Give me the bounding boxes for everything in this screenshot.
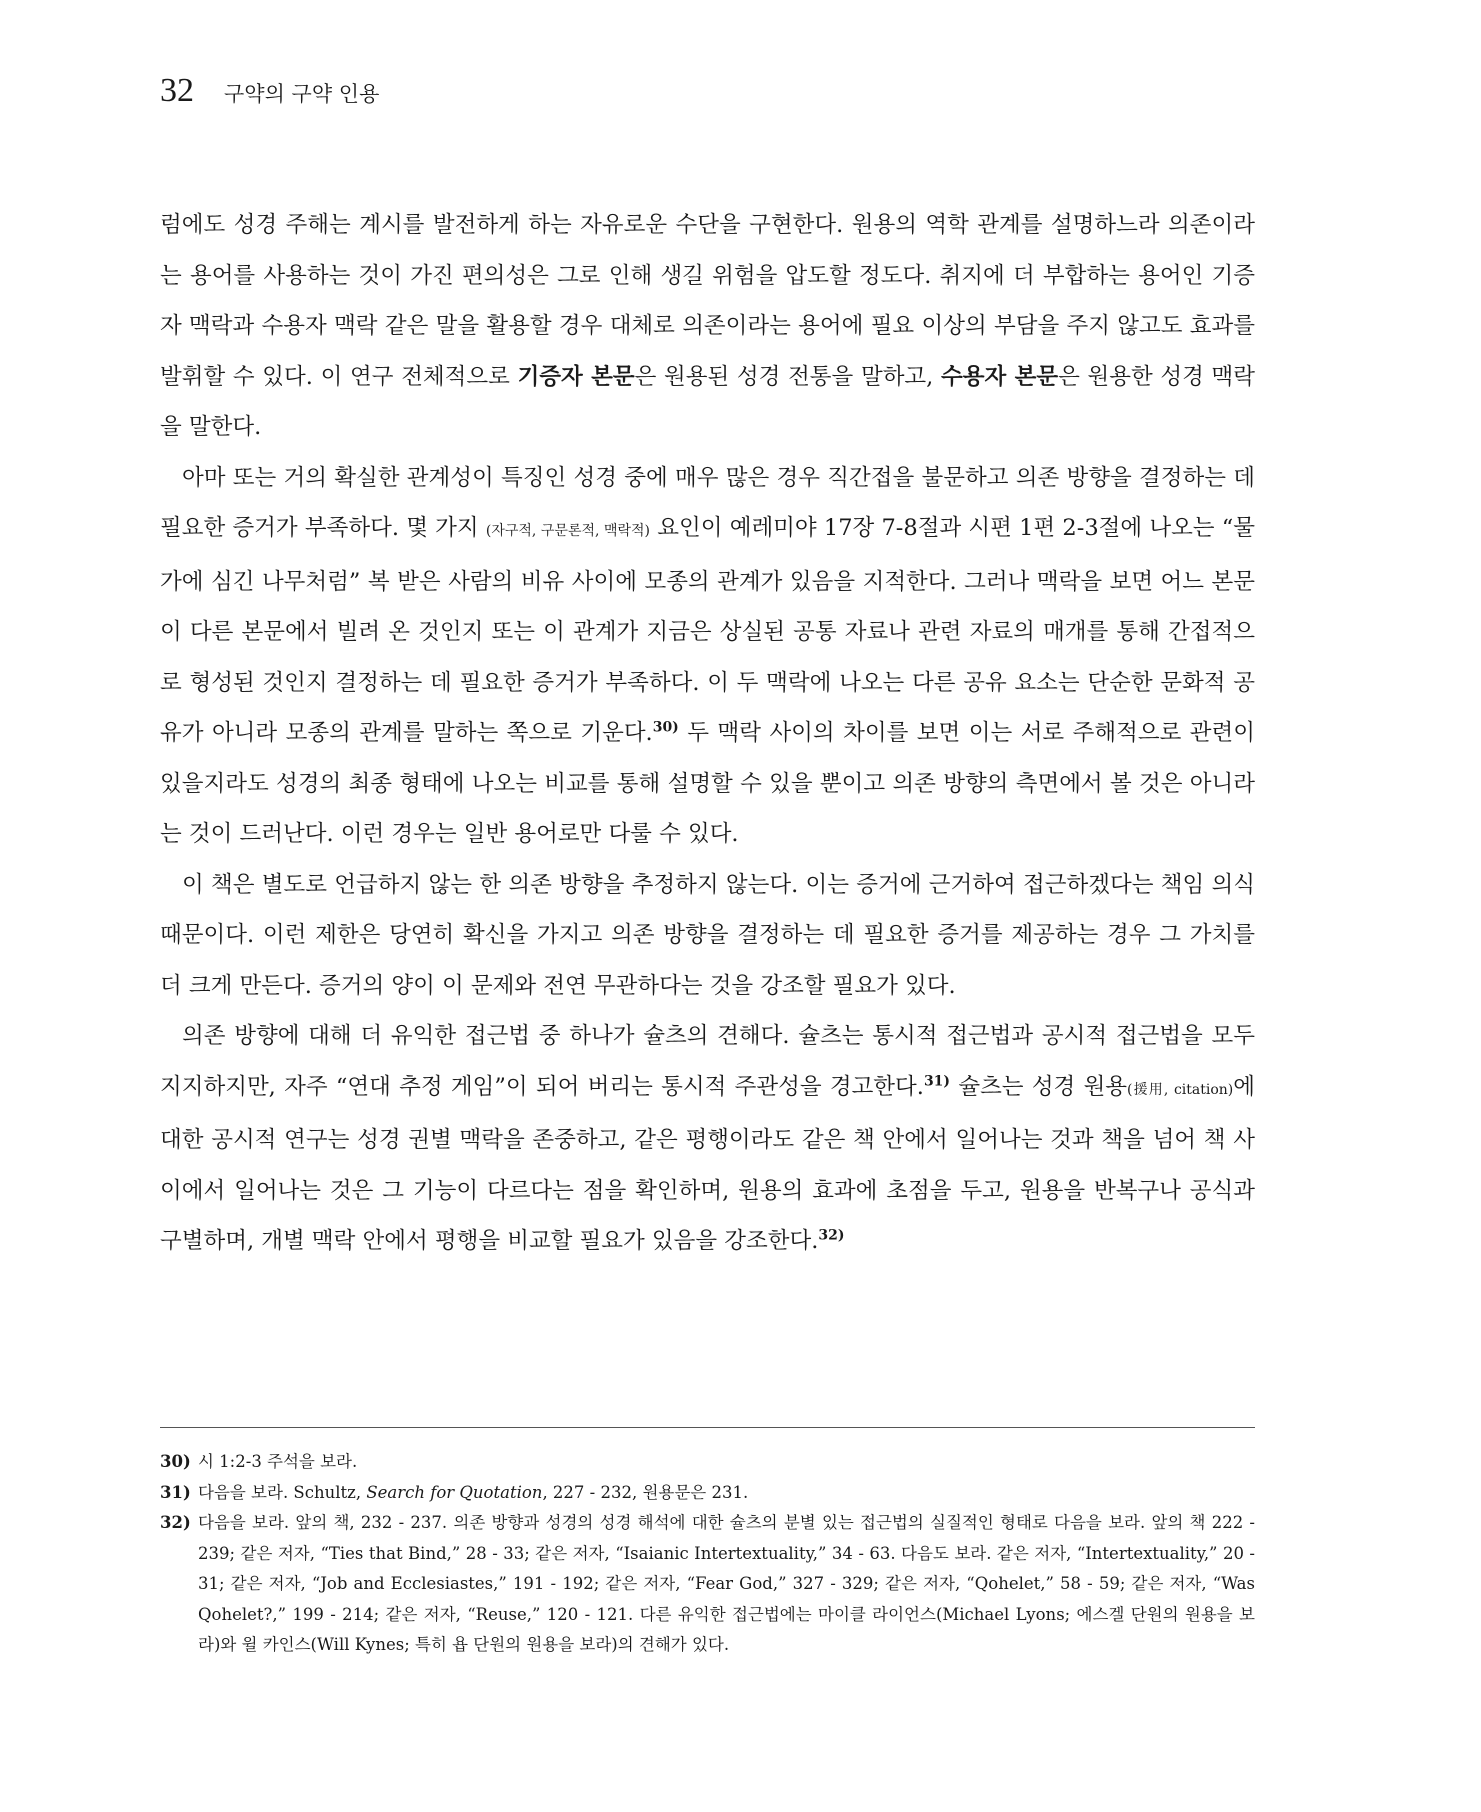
paragraph-3: 이 책은 별도로 언급하지 않는 한 의존 방향을 추정하지 않는다. 이는 증거에 근거하여 접근하겠다는 책임 의식 때문이다. 이런 제한은 당연히 확신을 가지고 의존 방향을 결정하는 데 필요한 증거를 제공하는 경우 그 가치를 더 크게 만든다. 증거의 양이 이 문제와 전연 무관하다는 것을 강조할 필요가 있다.: [160, 871, 1255, 999]
footnote-ref-30[interactable]: 30): [652, 719, 679, 736]
book-title: Search for Quotation: [366, 1482, 543, 1502]
paragraph-4: 의존 방향에 대해 더 유익한 접근법 중 하나가 슐츠의 견해다. 슐츠는 통시적 접근법과 공시적 접근법을 모두 지지하지만, 자주 “연대 추정 게임”이 되어 버리는 통시적 주관성을 경고한다.$^{31)}$ 슐츠는 성경 원용(援用, citation)에 대한 공시적 연구는 성경 권별 맥락을 존중하고, 같은 평행이라도 같은 책 안에서 일어나는 것과 책을 넘어 책 사이에서 일어나는 것은 그 기능이 다르다는 점을 확인하며, 원용의 효과에 초점을 두고, 원용을 반복구나 공식과 구별하며, 개별 맥락 안에서 평행을 비교할 필요가 있음을 강조한다.$^{32)}$: [160, 1023, 1255, 1254]
footnote-ref-32[interactable]: 32): [818, 1227, 845, 1244]
term-receptor-text: 수용자 본문: [941, 363, 1059, 390]
footnote-31: 31) 다음을 보라. Schultz, Search for Quotation, 227 - 232, 원용문은 231.: [160, 1482, 749, 1502]
paragraph-1: 럼에도 성경 주해는 계시를 발전하게 하는 자유로운 수단을 구현한다. 원용의 역학 관계를 설명하느라 의존이라는 용어를 사용하는 것이 가진 편의성은 그로 인해 생길 위험을 압도할 정도다. 취지에 더 부합하는 용어인 기증자 맥락과 수용자 맥락 같은 말을 활용할 경우 대체로 의존이라는 용어에 필요 이상의 부담을 주지 않고도 효과를 발휘할 수 있다. 이 연구 전체적으로 기증자 본문은 원용된 성경 전통을 말하고, 수용자 본문은 원용한 성경 맥락을 말한다.: [160, 212, 1255, 440]
page-number: 32: [160, 72, 194, 109]
page-header: [160, 72, 379, 110]
footnotes: [160, 1447, 1255, 1661]
term-donor-text: 기증자 본문: [517, 363, 635, 390]
running-title: 구약의 구약 인용: [224, 82, 380, 106]
paragraph-2: 아마 또는 거의 확실한 관계성이 특징인 성경 중에 매우 많은 경우 직간접을 불문하고 의존 방향을 결정하는 데 필요한 증거가 부족하다. 몇 가지 (자구적, 구문론적, 맥락적) 요인이 예레미야 17장 7-8절과 시편 1편 2-3절에 나오는 “물가에 심긴 나무처럼” 복 받은 사람의 비유 사이에 모종의 관계가 있음을 지적한다. 그러나 맥락을 보면 어느 본문이 다른 본문에서 빌려 온 것인지 또는 이 관계가 지금은 상실된 공통 자료나 관련 자료의 매개를 통해 간접적으로 형성된 것인지 결정하는 데 필요한 증거가 부족하다. 이 두 맥락에 나오는 다른 공유 요소는 단순한 문화적 공유가 아니라 모종의 관계를 말하는 쪽으로 기운다.$^{30)}$ 두 맥락 사이의 차이를 보면 이는 서로 주해적으로 관련이 있을지라도 성경의 최종 형태에 나오는 비교를 통해 설명할 수 있을 뿐이고 의존 방향의 측면에서 볼 것은 아니라는 것이 드러난다. 이런 경우는 일반 용어로만 다룰 수 있다.: [160, 464, 1256, 847]
footnote-divider: [160, 1427, 1255, 1428]
footnote-32: 32) 다음을 보라. 앞의 책, 232 - 237. 의존 방향과 성경의 성경 해석에 대한 슐츠의 분별 있는 접근법의 실질적인 형태로 다음을 보라. 앞의 책 222 - 239; 같은 저자, “Ties that Bind,” 28 - 33; 같은 저자, “Isaianic Intertextuality,” 34 - 63. 다음도 보라. 같은 저자, “Intertextuality,” 20 - 31; 같은 저자, “Job and Ecclesiastes,” 191 - 192; 같은 저자, “Fear God,” 327 - 329; 같은 저자, “Qohelet,” 58 - 59; 같은 저자, “Was Qohelet?,” 199 - 214; 같은 저자, “Reuse,” 120 - 121. 다른 유익한 접근법에는 마이클 라이언스(Michael Lyons; 에스겔 단원의 원용을 보라)와 윌 카인스(Will Kynes; 특히 욥 단원의 원용을 보라)의 견해가 있다.: [160, 1513, 1255, 1654]
footnote-ref-31[interactable]: 31): [923, 1073, 951, 1089]
body-text: [160, 200, 1255, 1267]
footnote-30: 30) 시 1:2-3 주석을 보라.: [160, 1452, 358, 1471]
